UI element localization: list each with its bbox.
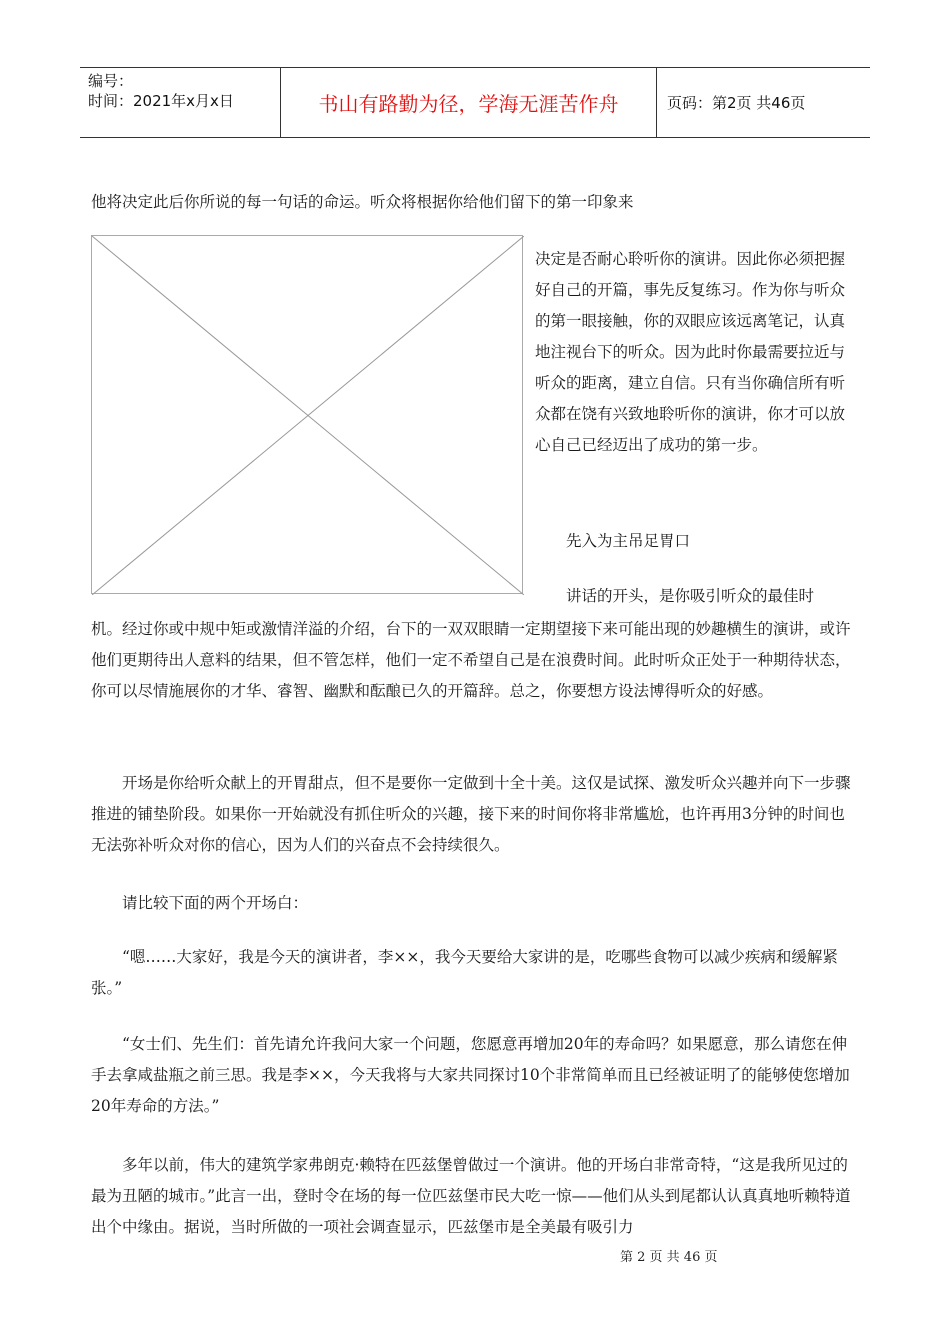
paragraph-continuation: 机。经过你或中规中矩或激情洋溢的介绍，台下的一双双眼睛一定期望接下来可能出现的妙趣横生的演讲，或许他们更期待出人意料的结果，但不管怎样，他们一定不希望自己是在浪费时间。此时听众正处于一种期待状态，你可以尽情施展你的才华、睿智、幽默和酝酿已久的开篇辞。总之，你要想方设法博得听众的好感。	[91, 620, 851, 700]
page-info: 页码：第2页 共46页	[667, 94, 806, 112]
side-paragraph: 决定是否耐心聆听你的演讲。因此你必须把握好自己的开篇，事先反复练习。作为你与听众的第一眼接触，你的双眼应该远离笔记，认真地注视台下的听众。因为此时你最需要拉近与听众的距离，建立自信。只有当你确信所有听众都在饶有兴致地聆听你的演讲，你才可以放心自己已经迈出了成功的第一步。	[535, 250, 846, 454]
image-placeholder-cross	[92, 236, 524, 595]
section-heading: 先入为主吊足胃口	[566, 532, 691, 550]
paragraph-6: 多年以前，伟大的建筑学家弗朗克·赖特在匹兹堡曾做过一个演讲。他的开场白非常奇特，“这是我所见过的最为丑陋的城市。”此言一出，登时令在场的每一位匹兹堡市民大吃一惊——他们从头到尾都认认真真地听赖特道出个中缘由。据说，当时所做的一项社会调查显示，匹兹堡市是全美最有吸引力	[91, 1156, 851, 1236]
paragraph-2: 开场是你给听众献上的开胃甜点，但不是要你一定做到十全十美。这仅是试探、激发听众兴趣并向下一步骤推进的铺垫阶段。如果你一开始就没有抓住听众的兴趣，接下来的时间你将非常尴尬，也许再用3分钟的时间也无法弥补听众对你的信心，因为人们的兴奋点不会持续很久。	[91, 774, 851, 854]
image-placeholder	[91, 235, 523, 594]
side-paragraph-2-start: 讲话的开头，是你吸引听众的最佳时	[566, 587, 815, 605]
motto: 书山有路勤为径，学海无涯苦作舟	[281, 68, 657, 137]
paragraph-5: “女士们、先生们：首先请允许我问大家一个问题，您愿意再增加20年的寿命吗？如果愿意，那么请您在伸手去拿咸盐瓶之前三思。我是李××，今天我将与大家共同探讨10个非常简单而且已经被证明了的能够使您增加20年寿命的方法。”	[91, 1035, 850, 1115]
time-label: 时间：2021年x月x日	[88, 92, 234, 110]
page-header	[80, 67, 870, 138]
paragraph-3: 请比较下面的两个开场白：	[122, 894, 309, 912]
page-footer: 第 2 页 共 46 页	[620, 1250, 718, 1265]
number-label: 编号：	[88, 72, 134, 90]
header-meta	[80, 68, 281, 137]
paragraph-4: “嗯……大家好，我是今天的演讲者，李××，我今天要给大家讲的是，吃哪些食物可以减少疾病和缓解紧张。”	[91, 948, 838, 997]
body-line-1: 他将决定此后你所说的每一句话的命运。听众将根据你给他们留下的第一印象来	[91, 193, 634, 211]
